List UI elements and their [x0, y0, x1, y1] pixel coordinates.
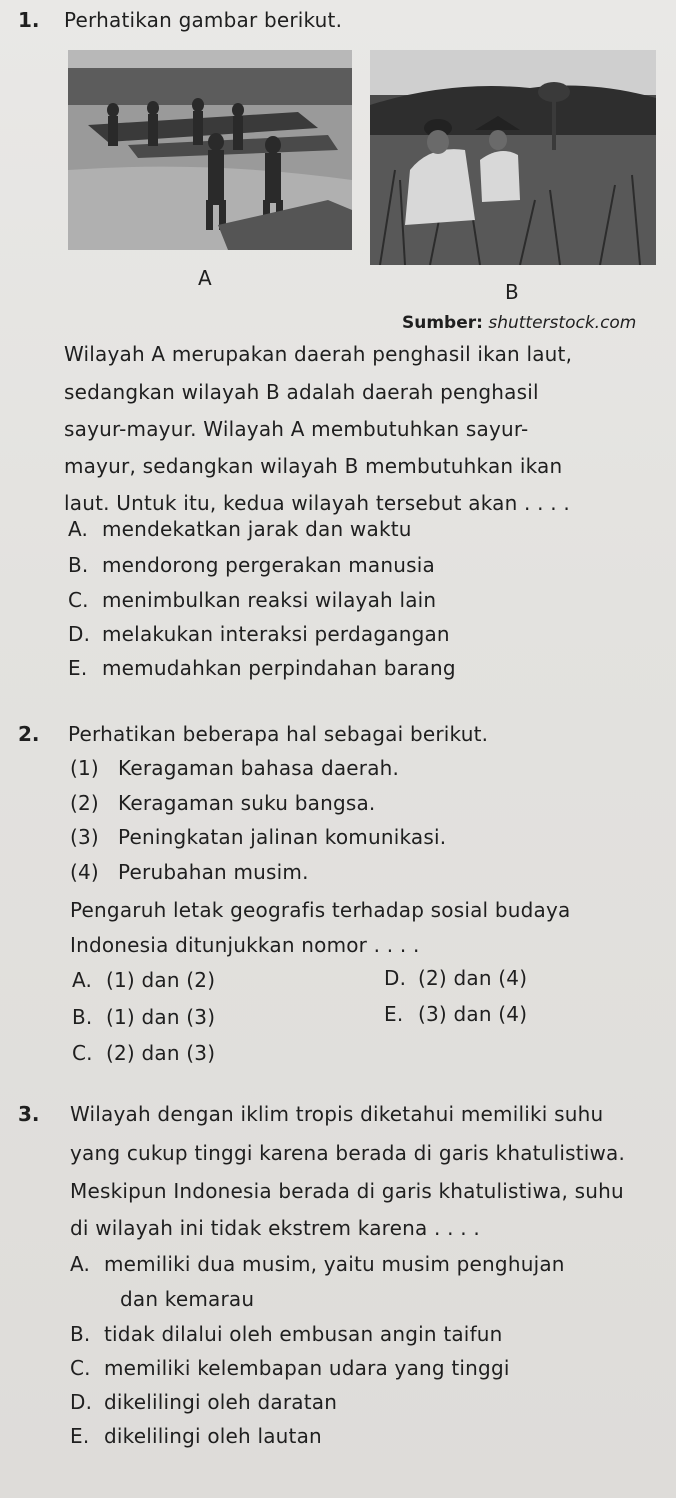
option-text: (1) dan (3): [106, 1005, 216, 1029]
photo-b-farmers: [370, 50, 656, 265]
image-source: [402, 313, 636, 333]
q3-option-e[interactable]: [70, 1424, 322, 1448]
q2-item: [70, 756, 399, 780]
q1-option-c[interactable]: [68, 588, 436, 612]
q3-option-a[interactable]: [70, 1252, 565, 1276]
q2-option-b[interactable]: [72, 1005, 215, 1029]
item-text: Keragaman suku bangsa.: [118, 791, 376, 815]
item-number: (1): [70, 756, 99, 780]
option-letter: A.: [72, 968, 93, 992]
option-letter: A.: [70, 1252, 91, 1276]
option-letter: B.: [70, 1322, 91, 1346]
q1-paragraph-line: sayur-mayur. Wilayah A membutuhkan sayur-: [64, 417, 529, 441]
option-text: memudahkan perpindahan barang: [102, 656, 456, 680]
q1-paragraph-line: Wilayah A merupakan daerah penghasil ikan laut,: [64, 342, 573, 366]
q3-option-c[interactable]: [70, 1356, 510, 1380]
q2-item: [70, 825, 446, 849]
q1-option-a[interactable]: [68, 517, 412, 541]
q2-number: 2.: [18, 722, 40, 746]
q3-option-d[interactable]: [70, 1390, 337, 1414]
q2-option-e[interactable]: [384, 1002, 527, 1026]
option-letter: E.: [70, 1424, 90, 1448]
q3-line: Meskipun Indonesia berada di garis khatulistiwa, suhu: [70, 1179, 624, 1203]
option-text: memiliki kelembapan udara yang tinggi: [104, 1356, 510, 1380]
q3-option-a-continuation: dan kemarau: [120, 1287, 255, 1311]
q2-option-a[interactable]: [72, 968, 215, 992]
option-text: (1) dan (2): [106, 968, 216, 992]
option-text: dikelilingi oleh lautan: [104, 1424, 322, 1448]
q2-question-line: Indonesia ditunjukkan nomor . . . .: [70, 933, 420, 957]
item-text: Peningkatan jalinan komunikasi.: [118, 825, 447, 849]
q3-line: Wilayah dengan iklim tropis diketahui memiliki suhu: [70, 1102, 604, 1126]
option-letter: B.: [72, 1005, 93, 1029]
option-letter: C.: [70, 1356, 91, 1380]
option-text: memiliki dua musim, yaitu musim penghujan: [104, 1252, 565, 1276]
q3-line: yang cukup tinggi karena berada di garis khatulistiwa.: [70, 1141, 626, 1165]
q3-option-b[interactable]: [70, 1322, 503, 1346]
option-letter: D.: [70, 1390, 93, 1414]
option-text: tidak dilalui oleh embusan angin taifun: [104, 1322, 503, 1346]
option-letter: C.: [72, 1041, 93, 1065]
photo-a-fishermen: [68, 50, 352, 250]
q1-option-b[interactable]: [68, 553, 435, 577]
q2-question-line: Pengaruh letak geografis terhadap sosial budaya: [70, 898, 571, 922]
item-text: Perubahan musim.: [118, 860, 309, 884]
q1-option-e[interactable]: [68, 656, 456, 680]
option-letter: D.: [384, 966, 407, 990]
option-text: dikelilingi oleh daratan: [104, 1390, 338, 1414]
photo-b-label: B: [505, 280, 519, 304]
option-text: (2) dan (3): [106, 1041, 216, 1065]
q2-option-d[interactable]: [384, 966, 527, 990]
q2-intro: Perhatikan beberapa hal sebagai berikut.: [68, 722, 489, 746]
option-text: (3) dan (4): [418, 1002, 528, 1026]
q1-paragraph-line: laut. Untuk itu, kedua wilayah tersebut akan . . . .: [64, 491, 570, 515]
source-value: shutterstock.com: [488, 313, 637, 333]
option-letter: C.: [68, 588, 89, 612]
q1-option-d[interactable]: [68, 622, 450, 646]
q3-number: 3.: [18, 1102, 40, 1126]
option-letter: A.: [68, 517, 89, 541]
q1-number: 1.: [18, 8, 40, 32]
option-letter: E.: [68, 656, 88, 680]
item-number: (3): [70, 825, 99, 849]
option-letter: E.: [384, 1002, 404, 1026]
photo-a-label: A: [198, 266, 212, 290]
q1-paragraph-line: mayur, sedangkan wilayah B membutuhkan ikan: [64, 454, 563, 478]
item-number: (2): [70, 791, 99, 815]
item-number: (4): [70, 860, 99, 884]
option-text: (2) dan (4): [418, 966, 528, 990]
option-text: mendorong pergerakan manusia: [102, 553, 435, 577]
item-text: Keragaman bahasa daerah.: [118, 756, 400, 780]
option-text: melakukan interaksi perdagangan: [102, 622, 450, 646]
q2-item: [70, 791, 375, 815]
q3-line: di wilayah ini tidak ekstrem karena . . . .: [70, 1216, 480, 1240]
option-letter: B.: [68, 553, 89, 577]
q2-item: [70, 860, 309, 884]
option-text: menimbulkan reaksi wilayah lain: [102, 588, 437, 612]
q1-paragraph-line: sedangkan wilayah B adalah daerah penghasil: [64, 380, 539, 404]
q1-intro: Perhatikan gambar berikut.: [64, 8, 343, 32]
source-label: Sumber:: [402, 313, 483, 333]
option-text: mendekatkan jarak dan waktu: [102, 517, 412, 541]
option-letter: D.: [68, 622, 91, 646]
q2-option-c[interactable]: [72, 1041, 215, 1065]
